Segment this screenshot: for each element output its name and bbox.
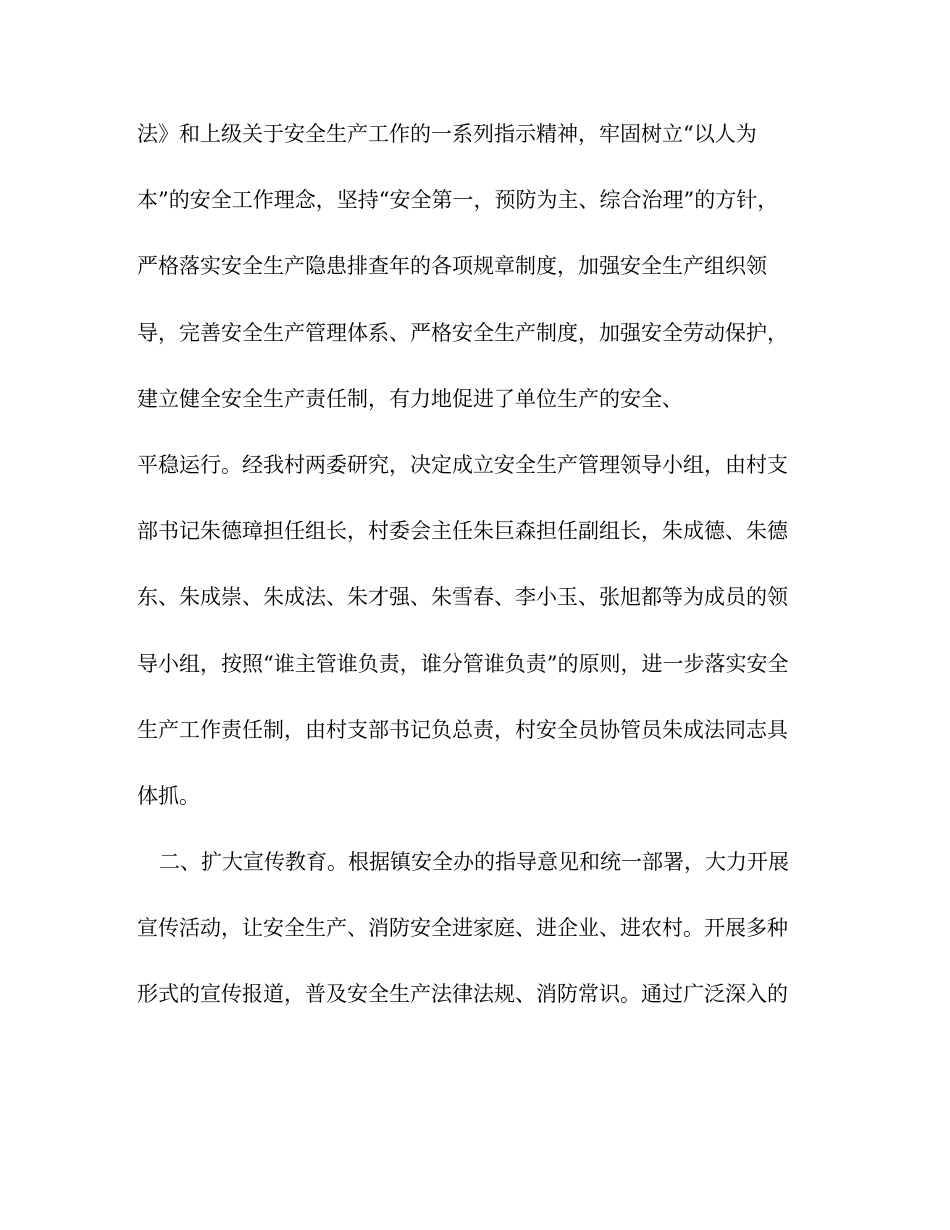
text-line-9: 导小组，按照“谁主管谁负责，谁分管谁负责”的原则，进一步落实安全	[137, 651, 789, 676]
text-line-2: 本”的安全工作理念，坚持“安全第一，预防为主、综合治理”的方针，	[137, 188, 779, 213]
text-line-11: 体抓。	[137, 783, 200, 808]
text-line-10: 生产工作责任制，由村支部书记负总责，村安全员协管员朱成法同志具	[137, 717, 788, 742]
text-line-6: 平稳运行。经我村两委研究，决定成立安全生产管理领导小组，由村支	[137, 452, 788, 477]
text-line-8: 东、朱成崇、朱成法、朱才强、朱雪春、李小玉、张旭都等为成员的领	[137, 585, 788, 610]
text-line-4: 导，完善安全生产管理体系、严格安全生产制度，加强安全劳动保护，	[137, 320, 788, 345]
text-line-7: 部书记朱德璋担任组长，村委会主任朱巨森担任副组长，朱成德、朱德	[137, 519, 788, 544]
section-heading-line: 二、扩大宣传教育。根据镇安全办的指导意见和统一部署，大力开展	[159, 850, 789, 875]
text-line-14: 形式的宣传报道，普及安全生产法律法规、消防常识。通过广泛深入的	[137, 982, 788, 1007]
text-line-13: 宣传活动，让安全生产、消防安全进家庭、进企业、进农村。开展多种	[137, 916, 788, 941]
text-line-3: 严格落实安全生产隐患排查年的各项规章制度，加强安全生产组织领	[137, 254, 767, 279]
document-body	[137, 124, 827, 1051]
text-line-1: 法》和上级关于安全生产工作的一系列指示精神，牢固树立“以人为	[137, 122, 757, 146]
text-line-5: 建立健全安全生产责任制，有力地促进了单位生产的安全、	[137, 386, 683, 411]
